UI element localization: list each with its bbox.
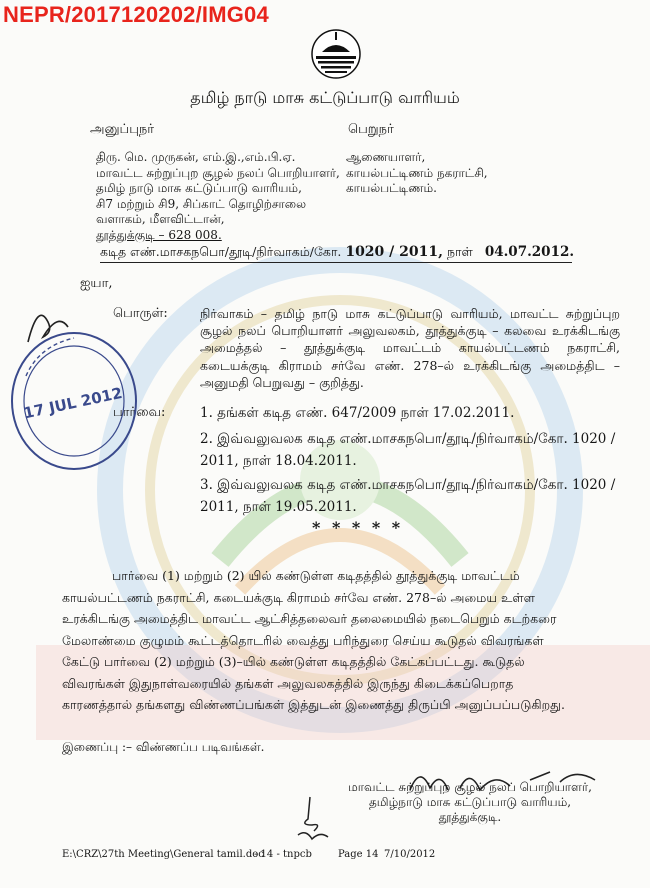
separator-stars: * * * * * — [312, 518, 404, 537]
recipient-label: பெறுநர் — [348, 122, 394, 137]
footer-date: 7/10/2012 — [384, 849, 436, 860]
sender-line: திரு. மெ. முருகன், எம்.இ.,எம்.பி.ஏ. — [96, 150, 296, 164]
sender-line: தூத்துக்குடி – 628 008. — [96, 227, 222, 242]
footer-page-code: - 14 - tnpcb — [254, 849, 312, 860]
recipient-line: ஆணையாளர், — [346, 150, 426, 164]
received-stamp — [4, 316, 144, 476]
reference-date: 04.07.2012. — [484, 244, 575, 260]
initials-signature — [290, 795, 334, 843]
body-line: காயல்பட்டணம் நகராட்சி, கடையக்குடி கிராமம் சர்வே எண். 278–ல் அமைய உள்ள — [62, 589, 535, 605]
signature-block — [330, 780, 610, 825]
enclosure-note: இணைப்பு :– விண்ணப்ப படிவங்கள். — [62, 740, 265, 754]
footer-path: E:\CRZ\27th Meeting\General tamil.doc — [62, 849, 264, 860]
body-line: கேட்டு பார்வை (2) மற்றும் (3)–யில் கண்டுள்ள கடிதத்தில் கேட்கப்பட்டது. கூடுதல் — [62, 654, 525, 669]
signature-line: தமிழ்நாடு மாசு கட்டுப்பாடு வாரியம், — [368, 795, 572, 809]
body-line: உரக்கிடங்கு அமைத்திட மாவட்ட ஆட்சித்தலைவர் தலைமையில் நடைபெறும் கடற்கரை — [62, 611, 557, 626]
reference-number: 1020 / 2011, — [345, 244, 443, 260]
body-paragraph — [62, 565, 622, 716]
image-id-label: NEPR/2017120202/IMG04 — [3, 2, 269, 27]
letter-reference — [100, 244, 575, 263]
reference-item: 2. இவ்வலுவலக கடித எண்.மாசகநபொ/தூடி/நிர்வாகம்/கோ. 1020 / 2011, நாள் 18.04.2011. — [200, 431, 616, 469]
body-line: காரணத்தால் தங்களது விண்ணப்பங்கள் இத்துடன் இணைத்து திருப்பி அனுப்பப்படுகிறது. — [62, 697, 565, 712]
stamp-date: 17 JUL 2012 — [21, 383, 124, 423]
footer-page: Page 14 — [338, 849, 379, 860]
signature-line: மாவட்ட சுற்றுப்புற சூழல் நலப் பொறியாளர், — [348, 780, 592, 794]
subject-label: பொருள்: — [113, 306, 168, 321]
body-line: மேலாண்மை குழுமம் கூட்டத்தொடரில் வைத்து பரிந்துரை செய்ய கூடுதல் விவரங்கள் — [62, 632, 544, 648]
reference-date-prefix: நாள் — [446, 244, 473, 259]
subject-text: நிர்வாகம் – தமிழ் நாடு மாசு கட்டுப்பாடு வாரியம், மாவட்ட சுற்றுப்புற சூழல் நலப் பொறியாளர் அலுவலகம், தூத்துக்குடி – கலவை உரக்கிடங்கு அமைத்தல் – தூத்துக்குடி மாவட்டம் காயல்பட்டணம் நகராட்சி, கடையக்குடி கிராமம் சர்வே எண். 278–ல் உரக்கிடங்கு அமைத்திட – அனுமதி பெறுவது – குறித்து. — [200, 306, 620, 390]
sender-line: வளாகம், மீளவிட்டான், — [96, 212, 225, 226]
recipient-line: காயல்பட்டிணம். — [346, 181, 437, 195]
sender-address — [96, 150, 340, 243]
sender-line: தமிழ் நாடு மாசு கட்டுப்பாடு வாரியம், — [96, 181, 302, 195]
reference-item: 3. இவ்வலுவலக கடித எண்.மாசகநபொ/தூடி/நிர்வாகம்/கோ. 1020 / 2011, நாள் 19.05.2011. — [200, 477, 616, 515]
sender-line: சி7 மற்றும் சி9, சிப்காட் தொழிற்சாலை — [96, 196, 307, 211]
body-line: விவரங்கள் இதுநாள்வரையில் தங்கள் அலுவலகத்தில் இருந்து கிடைக்கப்பெறாத — [62, 675, 514, 691]
recipient-line: காயல்பட்டிணம் நகராட்சி, — [346, 165, 488, 180]
sender-label: அனுப்புநர் — [90, 122, 155, 137]
body-line: பார்வை (1) மற்றும் (2) யில் கண்டுள்ள கடிதத்தில் தூத்துக்குடி மாவட்டம் — [112, 568, 520, 583]
board-title: தமிழ் நாடு மாசு கட்டுப்பாடு வாரியம் — [190, 88, 460, 107]
reference-item: 1. தங்கள் கடித எண். 647/2009 நாள் 17.02.2011. — [200, 405, 515, 421]
sender-line: மாவட்ட சுற்றுப்புற சூழல் நலப் பொறியாளர், — [96, 165, 340, 180]
reference-prefix: கடித எண்.மாசகநபொ/தூடி/நிர்வாகம்/கோ. — [100, 244, 342, 259]
board-logo-icon — [308, 26, 364, 82]
salutation: ஐயா, — [80, 276, 113, 291]
references-label: பார்வை: — [113, 405, 166, 420]
signature-line: தூத்துக்குடி. — [438, 810, 502, 824]
recipient-address — [346, 150, 488, 197]
